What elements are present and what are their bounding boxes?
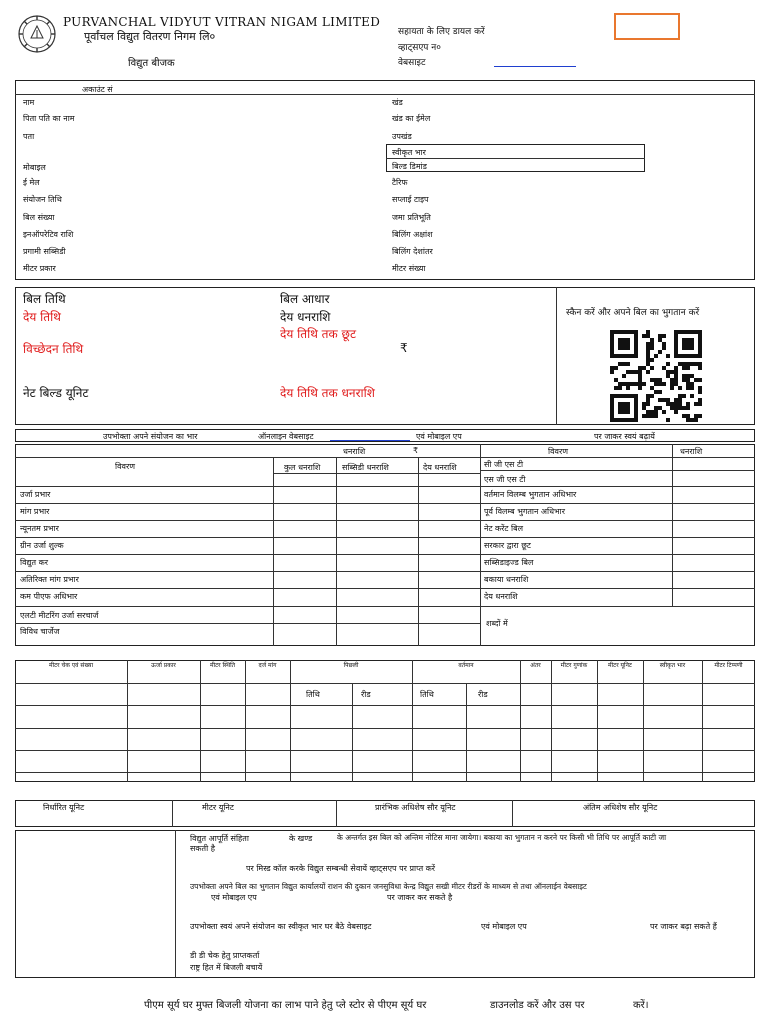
units-rule	[172, 800, 173, 827]
meter-header: दर्ज मांग	[258, 662, 277, 669]
charges-rule	[480, 554, 755, 555]
note-can-increase: पर जाकर बढ़ा सकते हैं	[650, 922, 717, 931]
consumer-details-box	[15, 80, 755, 280]
note-final-notice: के अन्तर्गत इस बिल को अन्तिम नोटिस माना जायेगा। बकाया का भुगतान न करने पर किसी भी तिथि पर आपूर्ति काटी जा	[337, 833, 667, 842]
footer-pm-surya-ghar: पीएम सूर्य घर मुफ्त बिजली योजना का लाभ पाने हेतु प्ले स्टोर से पीएम सूर्य घर	[144, 1000, 427, 1011]
right-amount-header: धनराशि	[680, 447, 703, 456]
consumer-left-label: नाम	[23, 98, 35, 107]
due-date-label: देय तिथि	[23, 310, 61, 324]
amount-till-due-label: देय तिथि तक धनराशि	[280, 386, 375, 400]
meter-header: मीटर स्थिति	[209, 662, 236, 669]
charges-rule	[15, 554, 480, 555]
charges-rule	[15, 537, 480, 538]
bill-date-label: बिल तिथि	[23, 292, 66, 306]
note-can-pay: पर जाकर कर सकते है	[387, 893, 453, 902]
website-link-line[interactable]	[494, 66, 576, 67]
meter-header: वर्तमान	[458, 662, 474, 669]
charges-rule	[15, 571, 480, 572]
website-label: वेबसाइट	[398, 58, 426, 68]
charge-row-label: मांग प्रभार	[20, 507, 50, 516]
meter-rule	[15, 705, 755, 706]
charges-rule	[15, 623, 480, 624]
meter-header: अंतर	[530, 662, 541, 669]
consumer-left-label: मोबाइल	[23, 163, 46, 172]
consumer-left-label: ई मेल	[23, 178, 40, 187]
meter-subheader: रीड	[361, 690, 371, 699]
meter-subheader: तिथि	[306, 690, 320, 699]
unit-label: मीटर यूनिट	[202, 803, 234, 812]
account-number-label: अकाउंट सं	[82, 85, 113, 94]
charges-rupee-header: ₹	[413, 446, 419, 455]
consumer-left-label: बिल संख्या	[23, 213, 55, 222]
meter-rule	[200, 660, 201, 782]
note-dd-cheque: डी डी चेक हेतु प्राप्तकर्ता	[190, 951, 260, 960]
consumer-left-label: संयोजन तिथि	[23, 195, 62, 204]
consumer-right-label: स्वीकृत भार	[392, 148, 426, 157]
footer-do: करें।	[633, 1000, 649, 1011]
charges-rule	[15, 588, 480, 589]
charge-row-label: अतिरिक्त मांग प्रभार	[20, 575, 79, 584]
col-subsidy-amount: सब्सिडी धनराशि	[342, 463, 389, 472]
charge-right-row-label: पूर्व विलम्ब भुगतान अधिभार	[484, 507, 566, 516]
consumer-right-label: मीटर संख्या	[392, 264, 426, 273]
meter-rule	[15, 772, 755, 773]
note-may-disconnect: सकती है	[190, 844, 215, 853]
load-line-text-4: पर जाकर स्वयं बढ़ायें	[594, 432, 655, 441]
payment-qr-code-icon[interactable]	[610, 330, 702, 422]
unit-label: निर्धारित यूनिट	[43, 803, 85, 812]
meter-header: ऊर्जा प्रकार	[151, 662, 176, 669]
charges-table	[15, 444, 755, 646]
meter-rule	[412, 660, 413, 782]
load-line-text-3: एवं मोबाइल एप	[416, 432, 462, 441]
meter-header: स्वीकृत भार	[659, 662, 686, 669]
whatsapp-label: व्हाट्सएप न०	[398, 43, 441, 53]
charges-rule	[15, 486, 480, 487]
note-mobile-app: एवं मोबाइल एप	[211, 893, 257, 902]
charge-right-row-label: बकाया धनराशि	[484, 575, 529, 584]
col-payable-amount: देय धनराशि	[423, 463, 457, 472]
meter-table	[15, 660, 755, 782]
consumer-left-label: पता	[23, 132, 35, 141]
units-rule	[512, 800, 513, 827]
charge-right-row-label: सी जी एस टी	[484, 460, 524, 469]
meter-rule	[643, 660, 644, 782]
meter-rule	[520, 660, 521, 782]
charge-row-label: उर्जा प्रभार	[20, 490, 51, 499]
charges-rule	[480, 520, 755, 521]
consumer-right-label: बिलिंग देशांतर	[392, 247, 433, 256]
footer-download: डाउनलोड करें और उस पर	[490, 1000, 585, 1011]
charge-right-row-label: सब्सिडाइज्ड बिल	[484, 558, 534, 567]
meter-rule	[466, 683, 467, 782]
meter-rule	[702, 660, 703, 782]
charges-rule	[15, 503, 480, 504]
note-clause: के खण्ड	[289, 834, 313, 843]
charge-right-row-label: देय धनराशि	[484, 592, 518, 601]
consumer-right-label: खंड	[392, 98, 403, 107]
due-amount-label: देय धनराशि	[280, 310, 331, 324]
charges-rule	[480, 486, 755, 487]
charge-row-label: विद्युत कर	[20, 558, 49, 567]
charge-row-label: विविध चार्जेज	[20, 627, 60, 636]
consumer-right-label: बिल्ड डिमांड	[392, 162, 427, 171]
unit-label: प्रारंभिक अधिशेष सौर यूनिट	[375, 803, 456, 812]
meter-rule	[15, 728, 755, 729]
charges-rule	[480, 470, 755, 471]
charge-right-row-label: नेट करेंट बिल	[484, 524, 524, 533]
charges-rule	[480, 537, 755, 538]
charge-row-label: एलटी मीटरिंग उर्जा सरचार्ज	[20, 611, 99, 620]
notes-box	[15, 830, 755, 978]
scan-to-pay-text: स्कैन करें और अपने बिल का भुगतान करें	[566, 308, 700, 318]
consumer-left-label: पिता पति का नाम	[23, 114, 75, 123]
charges-desc-header: विवरण	[115, 462, 136, 471]
meter-rule	[551, 660, 552, 782]
consumer-right-label: सप्लाई टाइप	[392, 195, 429, 204]
charge-right-row-label: एस जी एस टी	[484, 475, 526, 484]
charges-rule	[480, 571, 755, 572]
meter-rule	[352, 683, 353, 782]
consumer-right-label: खंड का ईमेल	[392, 114, 431, 123]
consumer-left-label: प्रगामी सब्सिडी	[23, 247, 66, 256]
consumer-right-label: टैरिफ	[392, 178, 408, 187]
disconnection-date-label: विच्छेदन तिथि	[23, 342, 84, 356]
meter-rule	[15, 750, 755, 751]
note-missed-call: पर मिस्ड कॉल करके विद्युत सम्बन्धी सेवायें व्हाट्सएप पर प्राप्त करें	[246, 864, 436, 873]
charges-rule	[480, 503, 755, 504]
rupee-symbol: ₹	[400, 341, 408, 355]
bill-basis-label: बिल आधार	[280, 292, 330, 306]
note-payment-options: उपभोक्ता अपने बिल का भुगतान विद्युत कार्यालयों राशन की दुकान जनसुविधा केन्द्र विद्युत सखी मीटर रीडरों के माध्यम से तथा ऑनलाईन वेबसाइट	[190, 882, 587, 891]
charges-rule	[480, 606, 755, 607]
consumer-right-label: उपखंड	[392, 132, 412, 141]
company-name-en: PURVANCHAL VIDYUT VITRAN NIGAM LIMITED	[63, 15, 381, 29]
meter-header: मीटर यूनिट	[608, 662, 632, 669]
charges-rule	[15, 457, 755, 458]
charges-amount-header: धनराशि	[343, 447, 366, 456]
unit-label: अंतिम अधिशेष सौर यूनिट	[583, 803, 658, 812]
consumer-left-label: इनऑपरेटिव राशि	[23, 230, 74, 239]
orange-highlight-box	[614, 13, 680, 40]
charge-right-row-label: वर्तमान विलम्ब भुगतान अधिभार	[484, 490, 577, 499]
charge-row-label: न्यूनतम प्रभार	[20, 524, 59, 533]
meter-header: मीटर चेक एवं संख्या	[48, 662, 93, 669]
charges-rule	[15, 520, 480, 521]
company-logo	[17, 14, 57, 54]
meter-header: मीटर टिप्पणी	[714, 662, 743, 669]
meter-rule	[597, 660, 598, 782]
meter-rule	[245, 660, 246, 782]
charge-row-label: ग्रीन उर्जा शुल्क	[20, 541, 64, 550]
charges-rule	[480, 444, 481, 646]
load-website-link-line[interactable]	[330, 440, 410, 441]
meter-rule	[127, 660, 128, 782]
note-mobile-app-2: एवं मोबाइल एप	[481, 922, 527, 931]
rebate-till-due-label: देय तिथि तक छूट	[280, 327, 357, 341]
note-supply-code: विद्युत आपूर्ति संहिता	[190, 834, 249, 843]
right-desc-header: विवरण	[548, 447, 569, 456]
company-name-hi: पूर्वांचल विद्युत वितरण निगम लि०	[84, 30, 216, 43]
note-save-electricity: राष्ट्र हित में बिजली बचायें	[190, 963, 263, 972]
bill-title: विद्युत बीजक	[128, 58, 175, 69]
meter-rule	[290, 660, 291, 782]
help-dial-label: सहायता के लिए डायल करें	[398, 27, 485, 37]
charges-rule	[273, 473, 480, 474]
load-line-text-2: ऑनलाइन वेबसाइट	[258, 432, 314, 441]
net-billed-units-label: नेट बिल्ड यूनिट	[23, 386, 89, 400]
charge-right-row-label: सरकार द्वारा छूट	[484, 541, 531, 550]
meter-rule	[15, 683, 755, 684]
meter-subheader: तिथि	[420, 690, 434, 699]
charges-rule	[15, 606, 480, 607]
charges-rule	[672, 444, 673, 606]
meter-header: मीटर गुणांक	[560, 662, 588, 669]
meter-header: पिछली	[343, 662, 359, 669]
charges-rule	[480, 588, 755, 589]
meter-subheader: रीड	[478, 690, 488, 699]
col-total-amount: कुल धनराशि	[284, 463, 321, 472]
amount-in-words-label: शब्दों में	[486, 619, 508, 628]
load-line-text-1: उपभोक्ता अपने संयोजन का भार	[103, 432, 198, 441]
consumer-right-label: बिलिंग अक्षांश	[392, 230, 433, 239]
units-rule	[336, 800, 337, 827]
charge-row-label: कम पीएफ अधिभार	[20, 592, 78, 601]
consumer-left-label: मीटर प्रकार	[23, 264, 56, 273]
consumer-right-label: जमा प्रतिभूति	[392, 213, 431, 222]
note-increase-load: उपभोक्ता स्वयं अपने संयोजन का स्वीकृत भार घर बैठे वेबसाइट	[190, 922, 372, 931]
